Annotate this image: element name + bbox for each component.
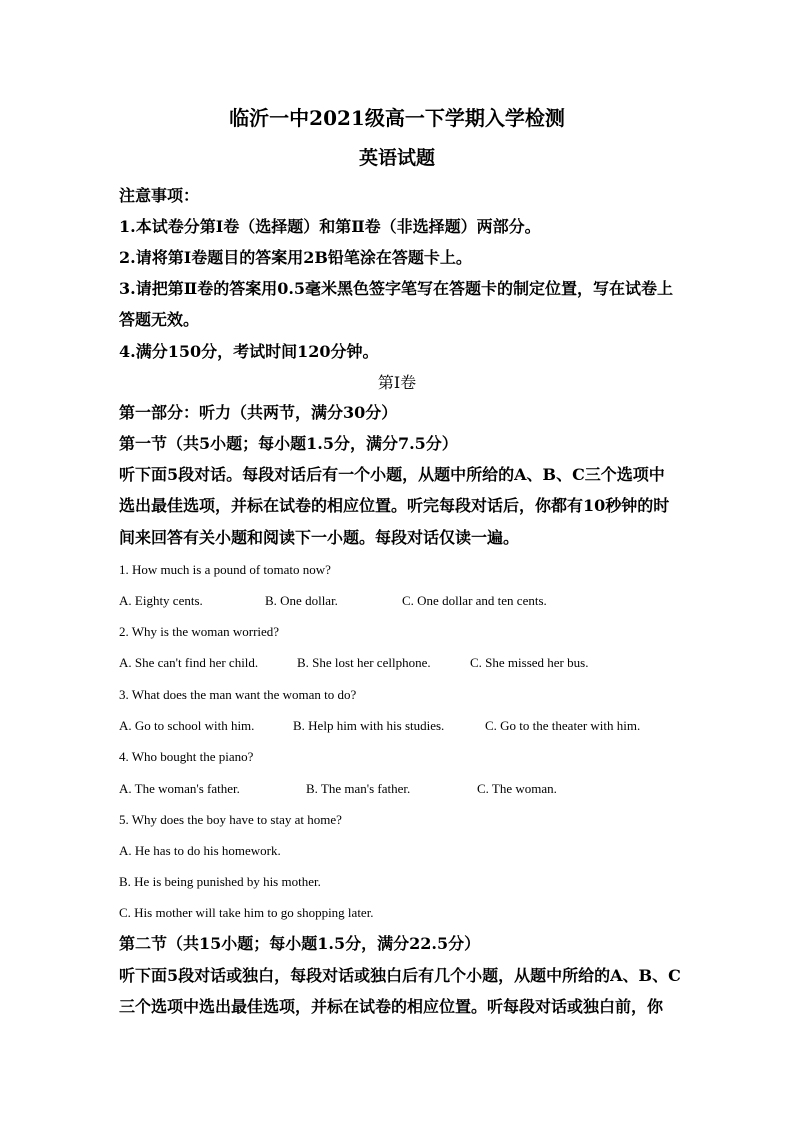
option-c: C. Go to the theater with him. [485,718,641,733]
exam-title: 临沂一中2021级高一下学期入学检测 [229,106,565,130]
option-a: A. She can't find her child. [119,655,259,670]
option-a: A. He has to do his homework. [119,843,281,858]
question-stem: 2. Why is the woman worried? [119,624,280,639]
note-item: 4.满分150分，考试时间120分钟。 [119,342,379,361]
note-item: 3.请把第Ⅱ卷的答案用0.5毫米黑色签字笔写在答题卡的制定位置，写在试卷上 [119,279,674,298]
question-stem: 3. What does the man want the woman to do? [119,687,357,702]
question-stem: 4. Who bought the piano? [119,749,254,764]
notes-heading: 注意事项： [119,186,200,205]
option-a: A. Go to school with him. [119,718,255,733]
option-c: C. She missed her bus. [470,655,589,670]
option-c: C. One dollar and ten cents. [402,593,547,608]
instruction-line: 选出最佳选项，并标在试卷的相应位置。听完每段对话后，你都有10秒钟的时 [119,496,670,515]
instruction-line: 三个选项中选出最佳选项，并标在试卷的相应位置。听每段对话或独白前，你 [119,997,664,1016]
part-heading: 第一部分：听力（共两节，满分30分） [119,403,398,422]
option-b: B. The man's father. [306,781,411,796]
note-item: 1.本试卷分第Ⅰ卷（选择题）和第Ⅱ卷（非选择题）两部分。 [119,217,541,236]
note-item: 2.请将第Ⅰ卷题目的答案用2B铅笔涂在答题卡上。 [119,248,472,267]
section-heading: 第二节（共15小题；每小题1.5分，满分22.5分） [119,934,481,953]
option-a: A. The woman's father. [119,781,240,796]
option-a: A. Eighty cents. [119,593,203,608]
option-c: C. His mother will take him to go shopping later. [119,905,374,920]
instruction-line: 听下面5段对话。每段对话后有一个小题，从题中所给的A、B、C三个选项中 [119,465,665,484]
instruction-line: 间来回答有关小题和阅读下一小题。每段对话仅读一遍。 [119,528,520,547]
volume-label: 第Ⅰ卷 [377,373,417,392]
exam-subject: 英语试题 [358,147,435,169]
option-b: B. One dollar. [265,593,338,608]
section-heading: 第一节（共5小题；每小题1.5分，满分7.5分） [119,434,458,453]
option-c: C. The woman. [477,781,557,796]
option-b: B. She lost her cellphone. [297,655,431,670]
option-b: B. He is being punished by his mother. [119,874,321,889]
instruction-line: 听下面5段对话或独白，每段对话或独白后有几个小题，从题中所给的A、B、C [119,966,681,985]
note-item: 答题无效。 [119,310,200,329]
question-stem: 1. How much is a pound of tomato now? [119,562,331,577]
question-stem: 5. Why does the boy have to stay at home? [119,812,342,827]
option-b: B. Help him with his studies. [293,718,445,733]
